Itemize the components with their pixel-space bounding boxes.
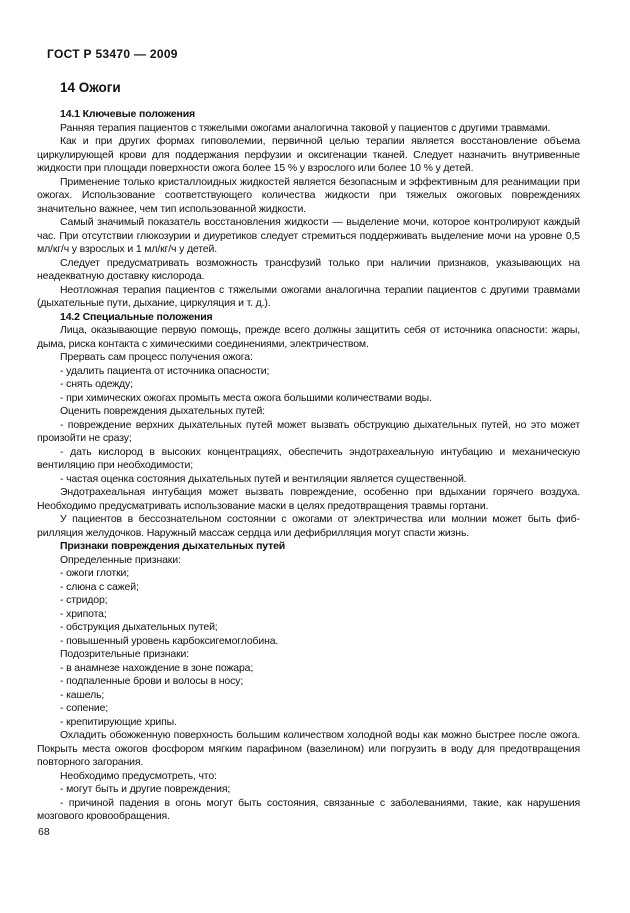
chapter-title: 14 Ожоги [60,80,121,95]
paragraph: Подозрительные признаки: [60,648,190,660]
list-item: - снять одежду; [60,378,133,390]
list-item: - при химических ожогах промыть места ожога большими количествами воды. [60,391,432,404]
paragraph: Применение только кристаллоидных жидкостей является безопасным и эффективным для реанимации при ожогах. Использование соответствующего количества жидкости при тяжелых ожоговых повреждениях значительно важнее, чем тип использованной жидкости. [37,175,580,215]
list-item: - дать кислород в высоких концентрациях, обеспечить эндотрахеальную интубацию и механическую вентиляцию при необходимости; [37,445,580,471]
list-item: - повреждение верхних дыхательных путей может вызвать обструкцию дыхательных путей, но это может произойти не сразу; [37,418,580,444]
paragraph: Оценить повреждения дыхательных путей: [60,405,265,417]
list-item: - обструкция дыхательных путей; [60,621,218,633]
paragraph: Прервать сам процесс получения ожога: [60,351,253,363]
list-item: - ожоги глотки; [60,567,129,579]
document-header: ГОСТ Р 53470 — 2009 [47,47,178,61]
paragraph: Как и при других формах гиповолемии, первичной целью терапии является восстановление объема циркулирующей крови для поддержания перфузии и оксигенации тканей. Следует назначить внутривенные жидкости при площади поверхности ожога более 15 % у взрослого или более 10 % у детей. [37,135,580,174]
list-item: - в анамнезе нахождение в зоне пожара; [60,661,254,674]
section-title-14-2: 14.2 Специальные положения [60,310,213,323]
list-item: - хрипота; [60,607,107,620]
list-item: - причиной падения в огонь могут быть состояния, связанные с заболеваниями, такие, как нарушения мозгового кровообращения. [37,796,580,822]
section-14-1-paragraphs [37,122,580,311]
list-item: - повышенный уровень карбоксигемоглобина. [60,634,279,647]
paragraph: У пациентов в бессознательном состоянии с ожогами от электричества или молнии может быть фибрилляция желудочков. Наружный массаж сердца или дефибрилляция могут спасти жизнь. [37,513,580,539]
section-14-1 [37,108,580,311]
list-item: - сопение; [60,702,109,714]
paragraph: Самый значимый показатель восстановления жидкости — выделение мочи, которое контролируют каждый час. При отсутствии глюкозурии и диуретиков следует стремиться поддерживать выделение мочи на уровне 0,5 мл/кг/ч у взрослых и 1 мл/кг/ч у детей. [37,216,580,255]
section-14-2-paragraphs [37,324,580,824]
paragraph: Ранняя терапия пациентов с тяжелыми ожогами аналогична таковой у пациентов с другими травмами. [60,121,551,134]
document-body [37,80,580,824]
section-title-14-1: 14.1 Ключевые положения [60,108,196,120]
section-14-2 [37,311,580,824]
list-item: - слюна с сажей; [60,580,139,593]
page-number: 68 [38,826,50,838]
subheading: Признаки повреждения дыхательных путей [60,540,286,552]
paragraph: Лица, оказывающие первую помощь, прежде всего должны защитить себя от источника опасности: жары, дыма, риска контакта с химическими соединениями, электричеством. [37,324,580,350]
list-item: - удалить пациента от источника опасности; [60,364,270,377]
list-item: - частая оценка состояния дыхательных путей и вентиляции является существенной. [60,472,467,485]
list-item: - кашель; [60,688,105,701]
list-item: - могут быть и другие повреждения; [60,783,231,795]
paragraph: Неотложная терапия пациентов с тяжелыми ожогами аналогична терапии пациентов с другими травмами (дыхательные пути, дыхание, циркуляция и т. д.). [37,283,580,309]
paragraph: Необходимо предусмотреть, что: [60,769,217,782]
list-item: - стридор; [60,594,108,606]
list-item: - крепитирующие хрипы. [60,715,177,728]
paragraph: Эндотрахеальная интубация может вызвать повреждение, особенно при вдыхании горячего воздуха. Необходимо предусматривать использование маски в целях предотвращения травмы гортани. [37,486,580,512]
paragraph: Следует предусматривать возможность трансфузий только при наличии признаков, указывающих на неадекватную доставку кислорода. [37,256,580,282]
paragraph: Определенные признаки: [60,553,181,566]
paragraph: Охладить обожженную поверхность большим количеством холодной воды как можно быстрее после ожога. Покрыть места ожогов фосфором мягким парафином (вазелином) или погрузить в воду для предотвращения повторного загорания. [37,729,580,768]
list-item: - подпаленные брови и волосы в носу; [60,675,244,687]
